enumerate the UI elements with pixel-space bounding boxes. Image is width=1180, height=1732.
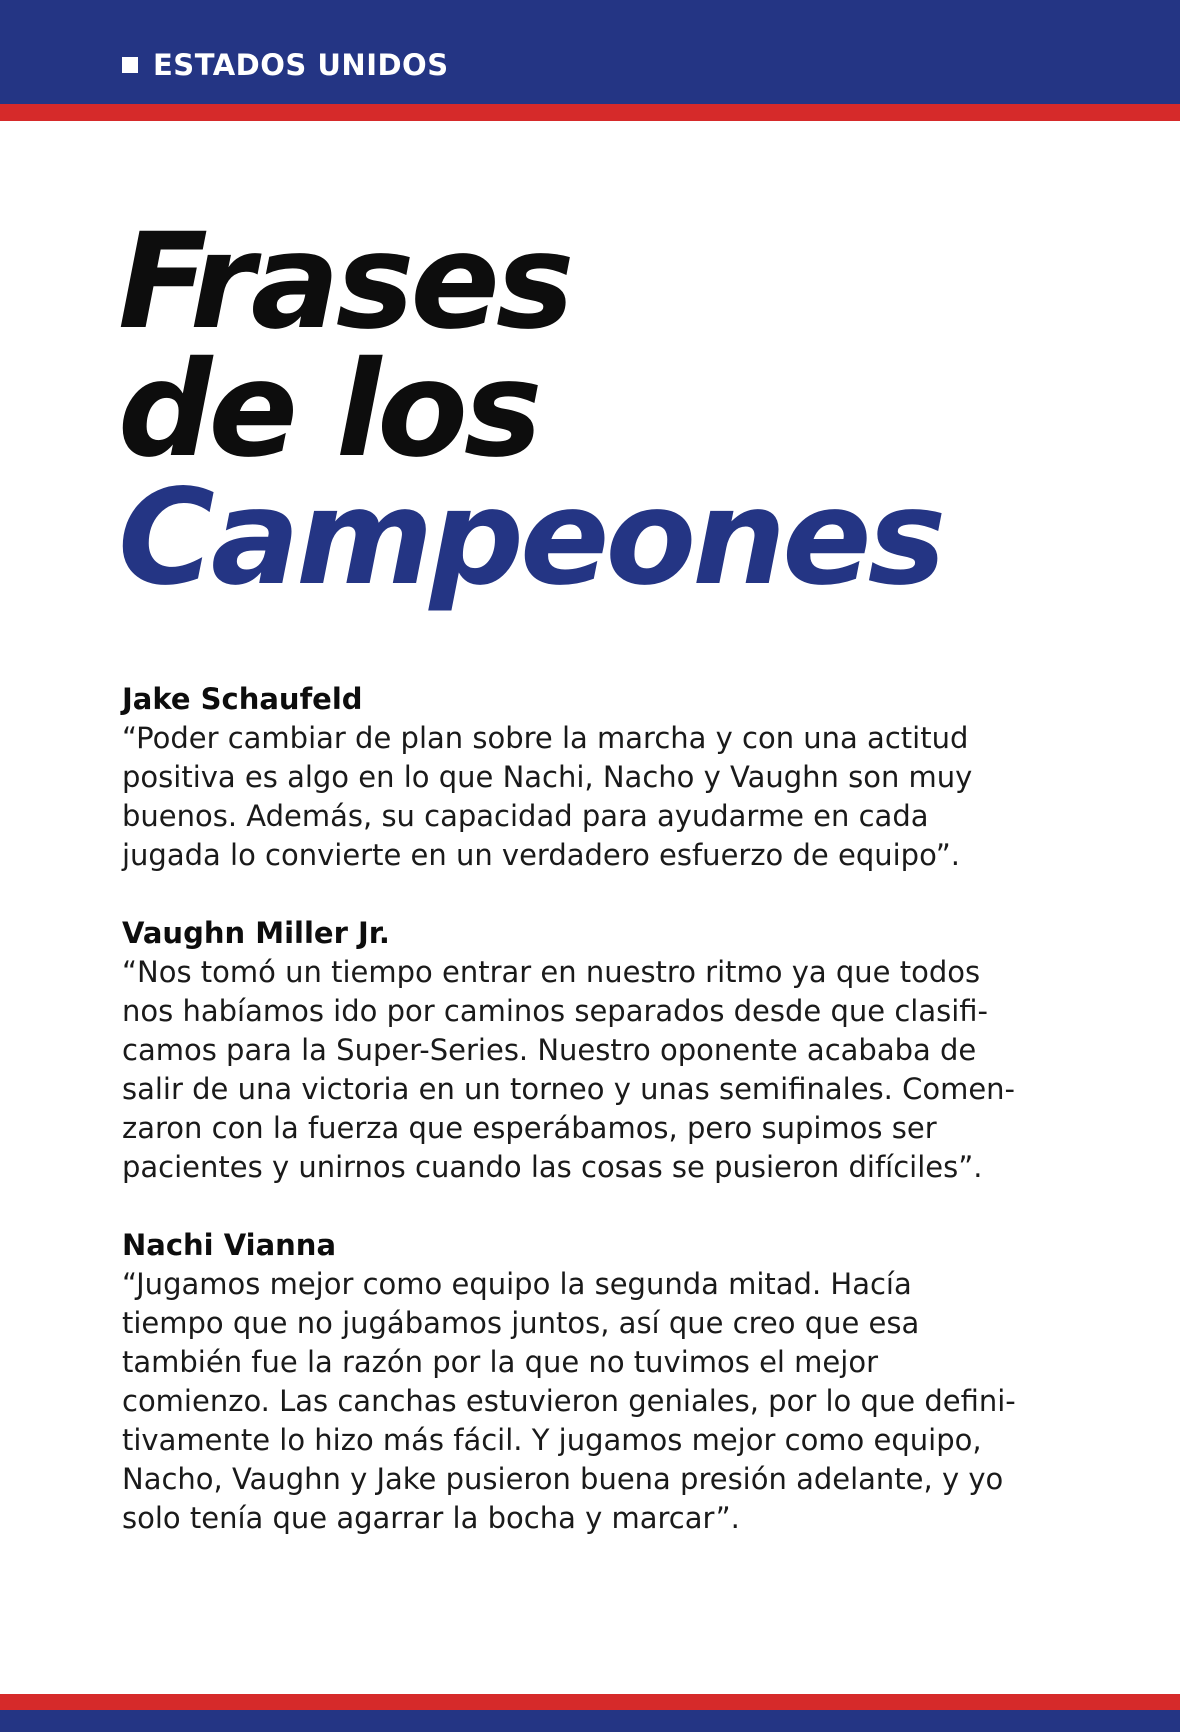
speaker-name: Jake Schaufeld <box>122 682 363 716</box>
title-line-2: de los <box>118 333 539 487</box>
title-line-3: Campeones <box>118 461 943 615</box>
quote-block <box>122 914 1072 1187</box>
quote-text: “Jugamos mejor como equipo la segunda mitad. Hacía tiempo que no jugábamos juntos, así que creo que esa también fue la razón por la que no tuvimos el mejor comienzo. Las canchas estuvieron geniales, por lo que defini- tivamente lo hizo más fácil. Y jugamos mejor como equipo, Nacho, Vaughn y Jake pusieron buena presión adelante, y yo solo tenía que agarrar la bocha y marcar”. <box>122 1267 1016 1535</box>
header-red-stripe <box>0 104 1180 121</box>
section-label-text: ESTADOS UNIDOS <box>153 48 449 82</box>
title-line-1: Frases <box>118 205 571 359</box>
quote-text: “Nos tomó un tiempo entrar en nuestro ritmo ya que todos nos habíamos ido por caminos separados desde que clasifi- camos para la Super-Series. Nuestro oponente acababa de salir de una victoria en un torneo y unas semifinales. Comen- zaron con la fuerza que esperábamos, pero supimos ser pacientes y unirnos cuando las cosas se pusieron difíciles”. <box>122 955 1016 1184</box>
square-bullet-icon <box>122 57 138 73</box>
quote-text: “Poder cambiar de plan sobre la marcha y con una actitud positiva es algo en lo que Nachi, Nacho y Vaughn son muy buenos. Además, su capacidad para ayudarme en cada jugada lo convierte en un verdadero esfuerzo de equipo”. <box>122 721 973 872</box>
section-label <box>122 48 449 82</box>
footer-red-stripe <box>0 1694 1180 1710</box>
header-bar <box>0 0 1180 104</box>
quote-block <box>122 1226 1072 1538</box>
footer-bar <box>0 1710 1180 1732</box>
quotes-section <box>122 680 1072 1577</box>
speaker-name: Vaughn Miller Jr. <box>122 916 390 950</box>
page-title <box>118 205 943 615</box>
quote-block <box>122 680 1072 875</box>
speaker-name: Nachi Vianna <box>122 1228 337 1262</box>
